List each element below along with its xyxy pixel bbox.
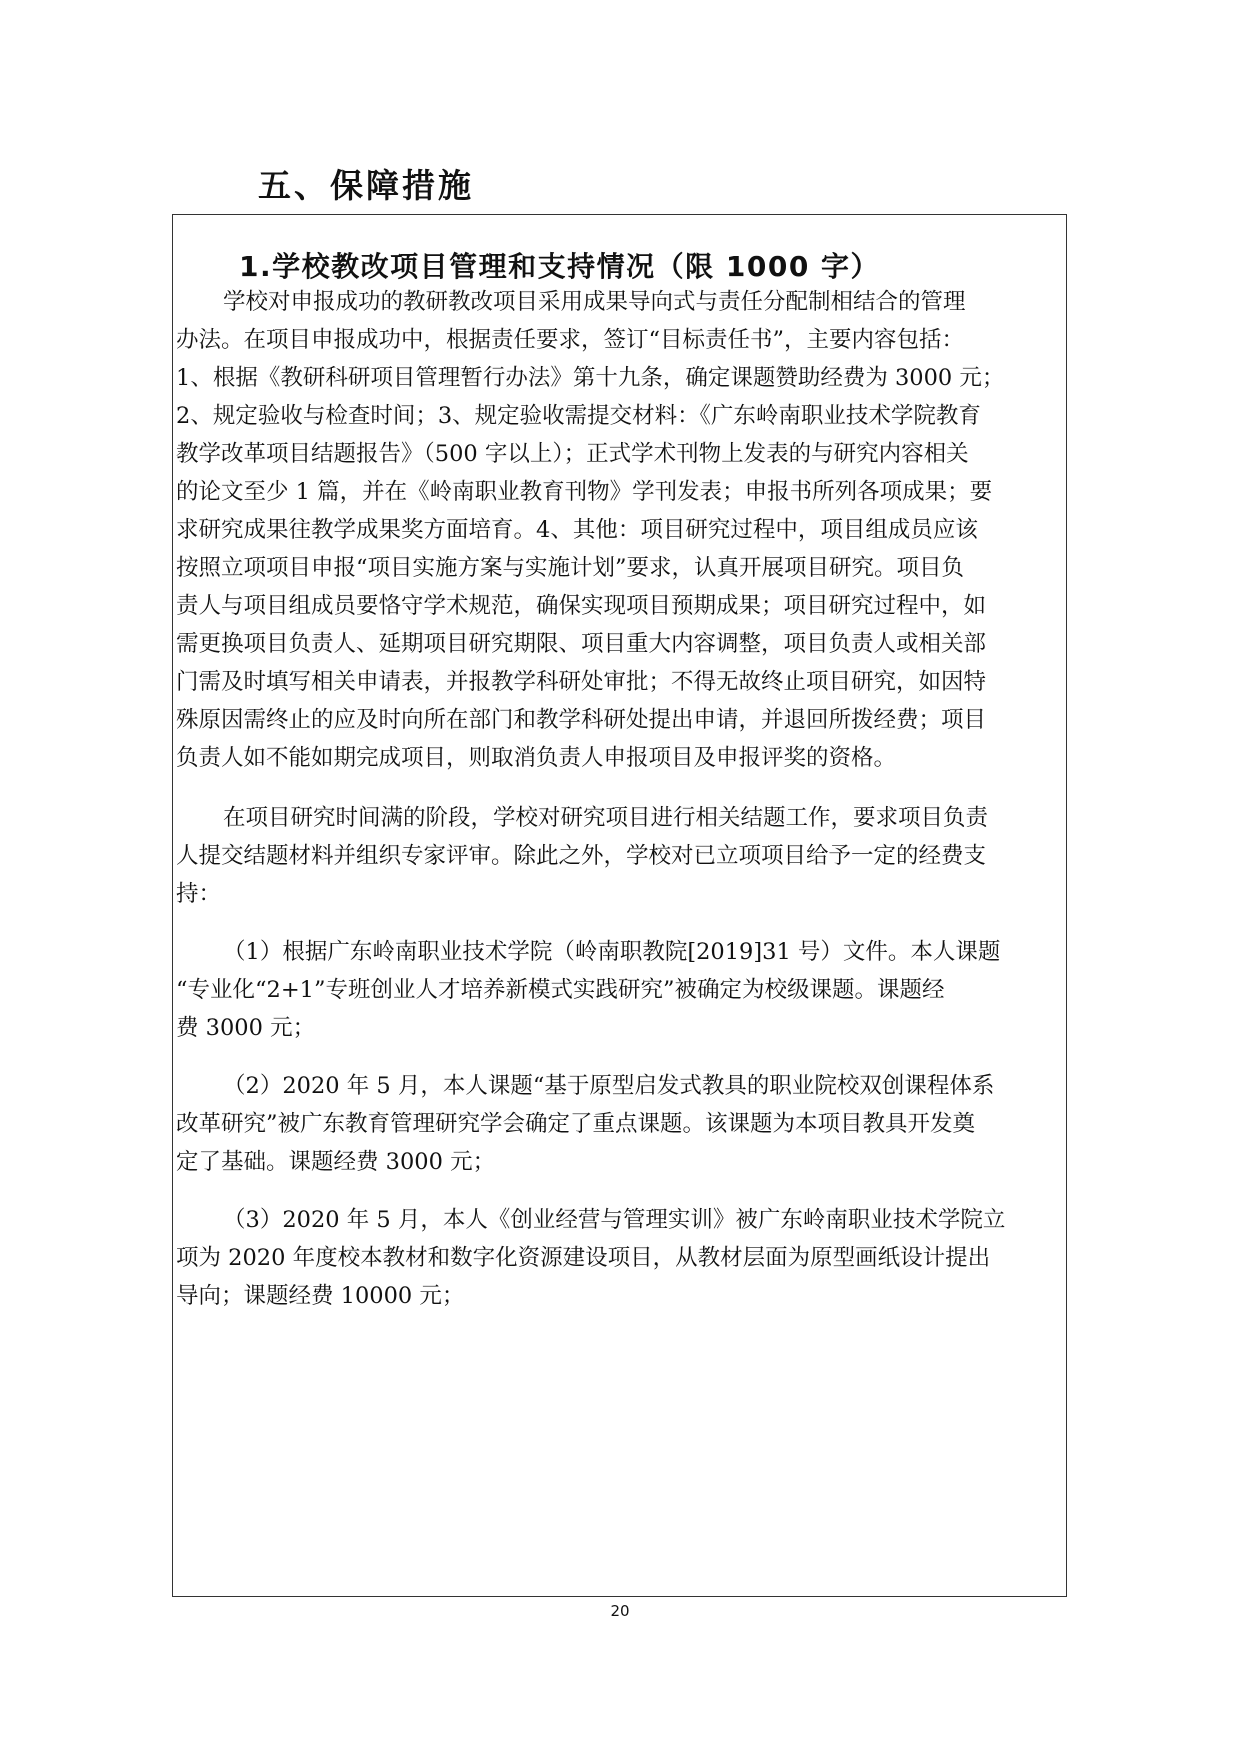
body-line: 教学改革项目结题报告》（500 字以上）；正式学术刊物上发表的与研究内容相关 — [176, 441, 969, 467]
body-line: 人提交结题材料并组织专家评审。除此之外，学校对已立项项目给予一定的经费支 — [176, 843, 987, 869]
body-line: 改革研究”被广东教育管理研究学会确定了重点课题。该课题为本项目教具开发奠 — [176, 1111, 976, 1137]
body-line: 负责人如不能如期完成项目，则取消负责人申报项目及申报评奖的资格。 — [176, 745, 897, 771]
body-line: “专业化“2+1”专班创业人才培养新模式实践研究”被确定为校级课题。课题经 — [176, 977, 945, 1003]
body-line: 1、根据《教研科研项目管理暂行办法》第十九条，确定课题赞助经费为 3000 元； — [176, 365, 1005, 391]
body-line: 殊原因需终止的应及时向所在部门和教学科研处提出申请，并退回所拨经费；项目 — [176, 707, 987, 733]
box-heading: 1.学校教改项目管理和支持情况（限 1000 字） — [239, 250, 881, 283]
body-line: 学校对申报成功的教研教改项目采用成果导向式与责任分配制相结合的管理 — [223, 289, 966, 315]
content-box — [172, 214, 1067, 1597]
body-line: 定了基础。课题经费 3000 元； — [176, 1149, 496, 1175]
body-line: 费 3000 元； — [176, 1015, 316, 1041]
body-line: 导向；课题经费 10000 元； — [176, 1283, 465, 1309]
body-line: （1）根据广东岭南职业技术学院（岭南职教院[2019]31 号）文件。本人课题 — [223, 939, 1001, 965]
body-line: 办法。在项目申报成功中，根据责任要求，签订“目标责任书”，主要内容包括： — [176, 327, 965, 353]
body-line: 需更换项目负责人、延期项目研究期限、项目重大内容调整，项目负责人或相关部 — [176, 631, 987, 657]
body-line: 求研究成果往教学成果奖方面培育。4、其他：项目研究过程中，项目组成员应该 — [176, 517, 978, 543]
body-line: 按照立项项目申报“项目实施方案与实施计划”要求，认真开展项目研究。项目负 — [176, 555, 965, 581]
body-line: 责人与项目组成员要恪守学术规范，确保实现项目预期成果；项目研究过程中，如 — [176, 593, 987, 619]
body-line: （3）2020 年 5 月，本人《创业经营与管理实训》被广东岭南职业技术学院立 — [223, 1207, 1006, 1233]
body-line: 在项目研究时间满的阶段，学校对研究项目进行相关结题工作，要求项目负责 — [223, 805, 989, 831]
page-number: 20 — [610, 1602, 630, 1620]
body-line: 的论文至少 1 篇，并在《岭南职业教育刊物》学刊发表；申报书所列各项成果；要 — [176, 479, 993, 505]
body-line: 门需及时填写相关申请表，并报教学科研处审批；不得无故终止项目研究，如因特 — [176, 669, 987, 695]
body-line: （2）2020 年 5 月，本人课题“基于原型启发式教具的职业院校双创课程体系 — [223, 1073, 995, 1099]
body-line: 持： — [176, 881, 222, 907]
body-line: 2、规定验收与检查时间；3、规定验收需提交材料：《广东岭南职业技术学院教育 — [176, 403, 981, 429]
section-title: 五、保障措施 — [258, 166, 474, 205]
body-line: 项为 2020 年度校本教材和数字化资源建设项目，从教材层面为原型画纸设计提出 — [176, 1245, 991, 1271]
